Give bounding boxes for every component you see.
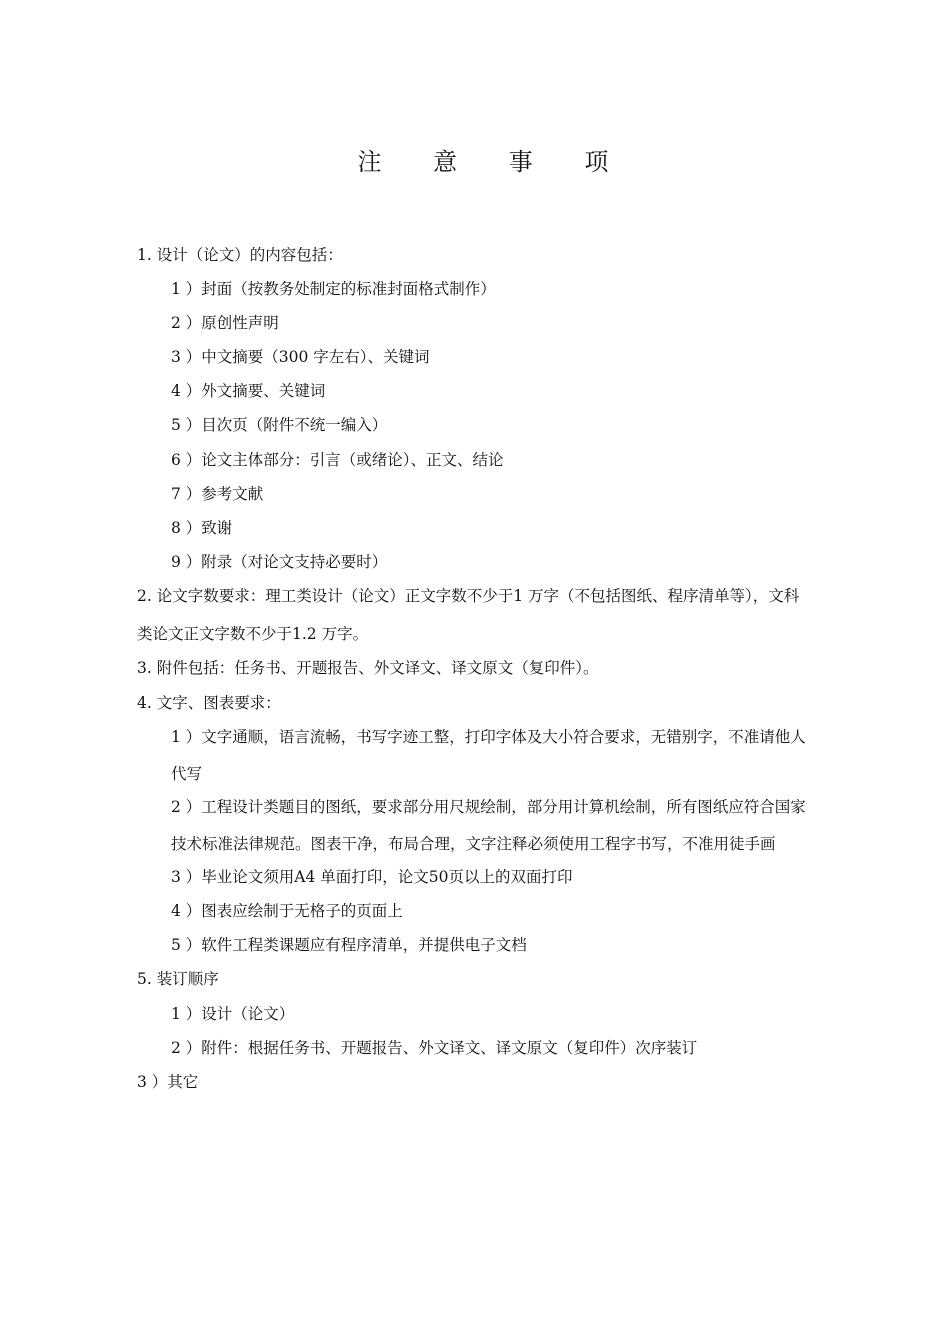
section-1-heading: 1. 设计（论文）的内容包括： xyxy=(137,246,343,264)
list-item: 1 ）封面（按教务处制定的标准封面格式制作） xyxy=(171,280,496,298)
section-4-heading: 4. 文字、图表要求： xyxy=(137,694,281,712)
list-item: 8 ）致谢 xyxy=(171,519,233,537)
list-item: 7 ）参考文献 xyxy=(171,485,264,503)
section-2-heading: 2. 论文字数要求：理工类设计（论文）正文字数不少于1 万字（不包括图纸、程序清单等），文科 xyxy=(137,587,800,605)
list-item: 4 ）图表应绘制于无格子的页面上 xyxy=(171,902,403,920)
list-item: 3 ）其它 xyxy=(137,1073,199,1091)
list-item: 6 ）论文主体部分：引言（或绪论）、正文、结论 xyxy=(171,451,504,469)
page-title: 注 意 事 项 xyxy=(357,148,631,176)
list-item: 3 ）毕业论文须用A4 单面打印，论文50页以上的双面打印 xyxy=(171,868,573,886)
section-3-heading: 3. 附件包括：任务书、开题报告、外文译文、译文原文（复印件）。 xyxy=(137,659,599,677)
list-item: 1 ）文字通顺，语言流畅，书写字迹工整，打印字体及大小符合要求，无错别字，不准请他人 xyxy=(171,728,806,746)
list-item: 2 ）工程设计类题目的图纸，要求部分用尺规绘制，部分用计算机绘制，所有图纸应符合国家 xyxy=(171,798,806,816)
list-item-continuation: 技术标准法律规范。图表干净，布局合理，文字注释必须使用工程字书写，不准用徒手画 xyxy=(171,835,776,853)
list-item: 9 ）附录（对论文支持必要时） xyxy=(171,553,388,571)
list-item: 2 ）原创性声明 xyxy=(171,314,279,332)
list-item-continuation: 代写 xyxy=(171,765,203,783)
section-2-continuation: 类论文正文字数不少于1.2 万字。 xyxy=(137,625,369,643)
list-item: 5 ）目次页（附件不统一编入） xyxy=(171,416,388,434)
list-item: 4 ）外文摘要、关键词 xyxy=(171,382,326,400)
list-item: 2 ）附件：根据任务书、开题报告、外文译文、译文原文（复印件）次序装订 xyxy=(171,1039,698,1057)
section-5-heading: 5. 装订顺序 xyxy=(137,970,219,988)
list-item: 3 ）中文摘要（300 字左右）、关键词 xyxy=(171,348,430,366)
list-item: 5 ）软件工程类课题应有程序清单，并提供电子文档 xyxy=(171,936,527,954)
list-item: 1 ）设计（论文） xyxy=(171,1005,295,1023)
